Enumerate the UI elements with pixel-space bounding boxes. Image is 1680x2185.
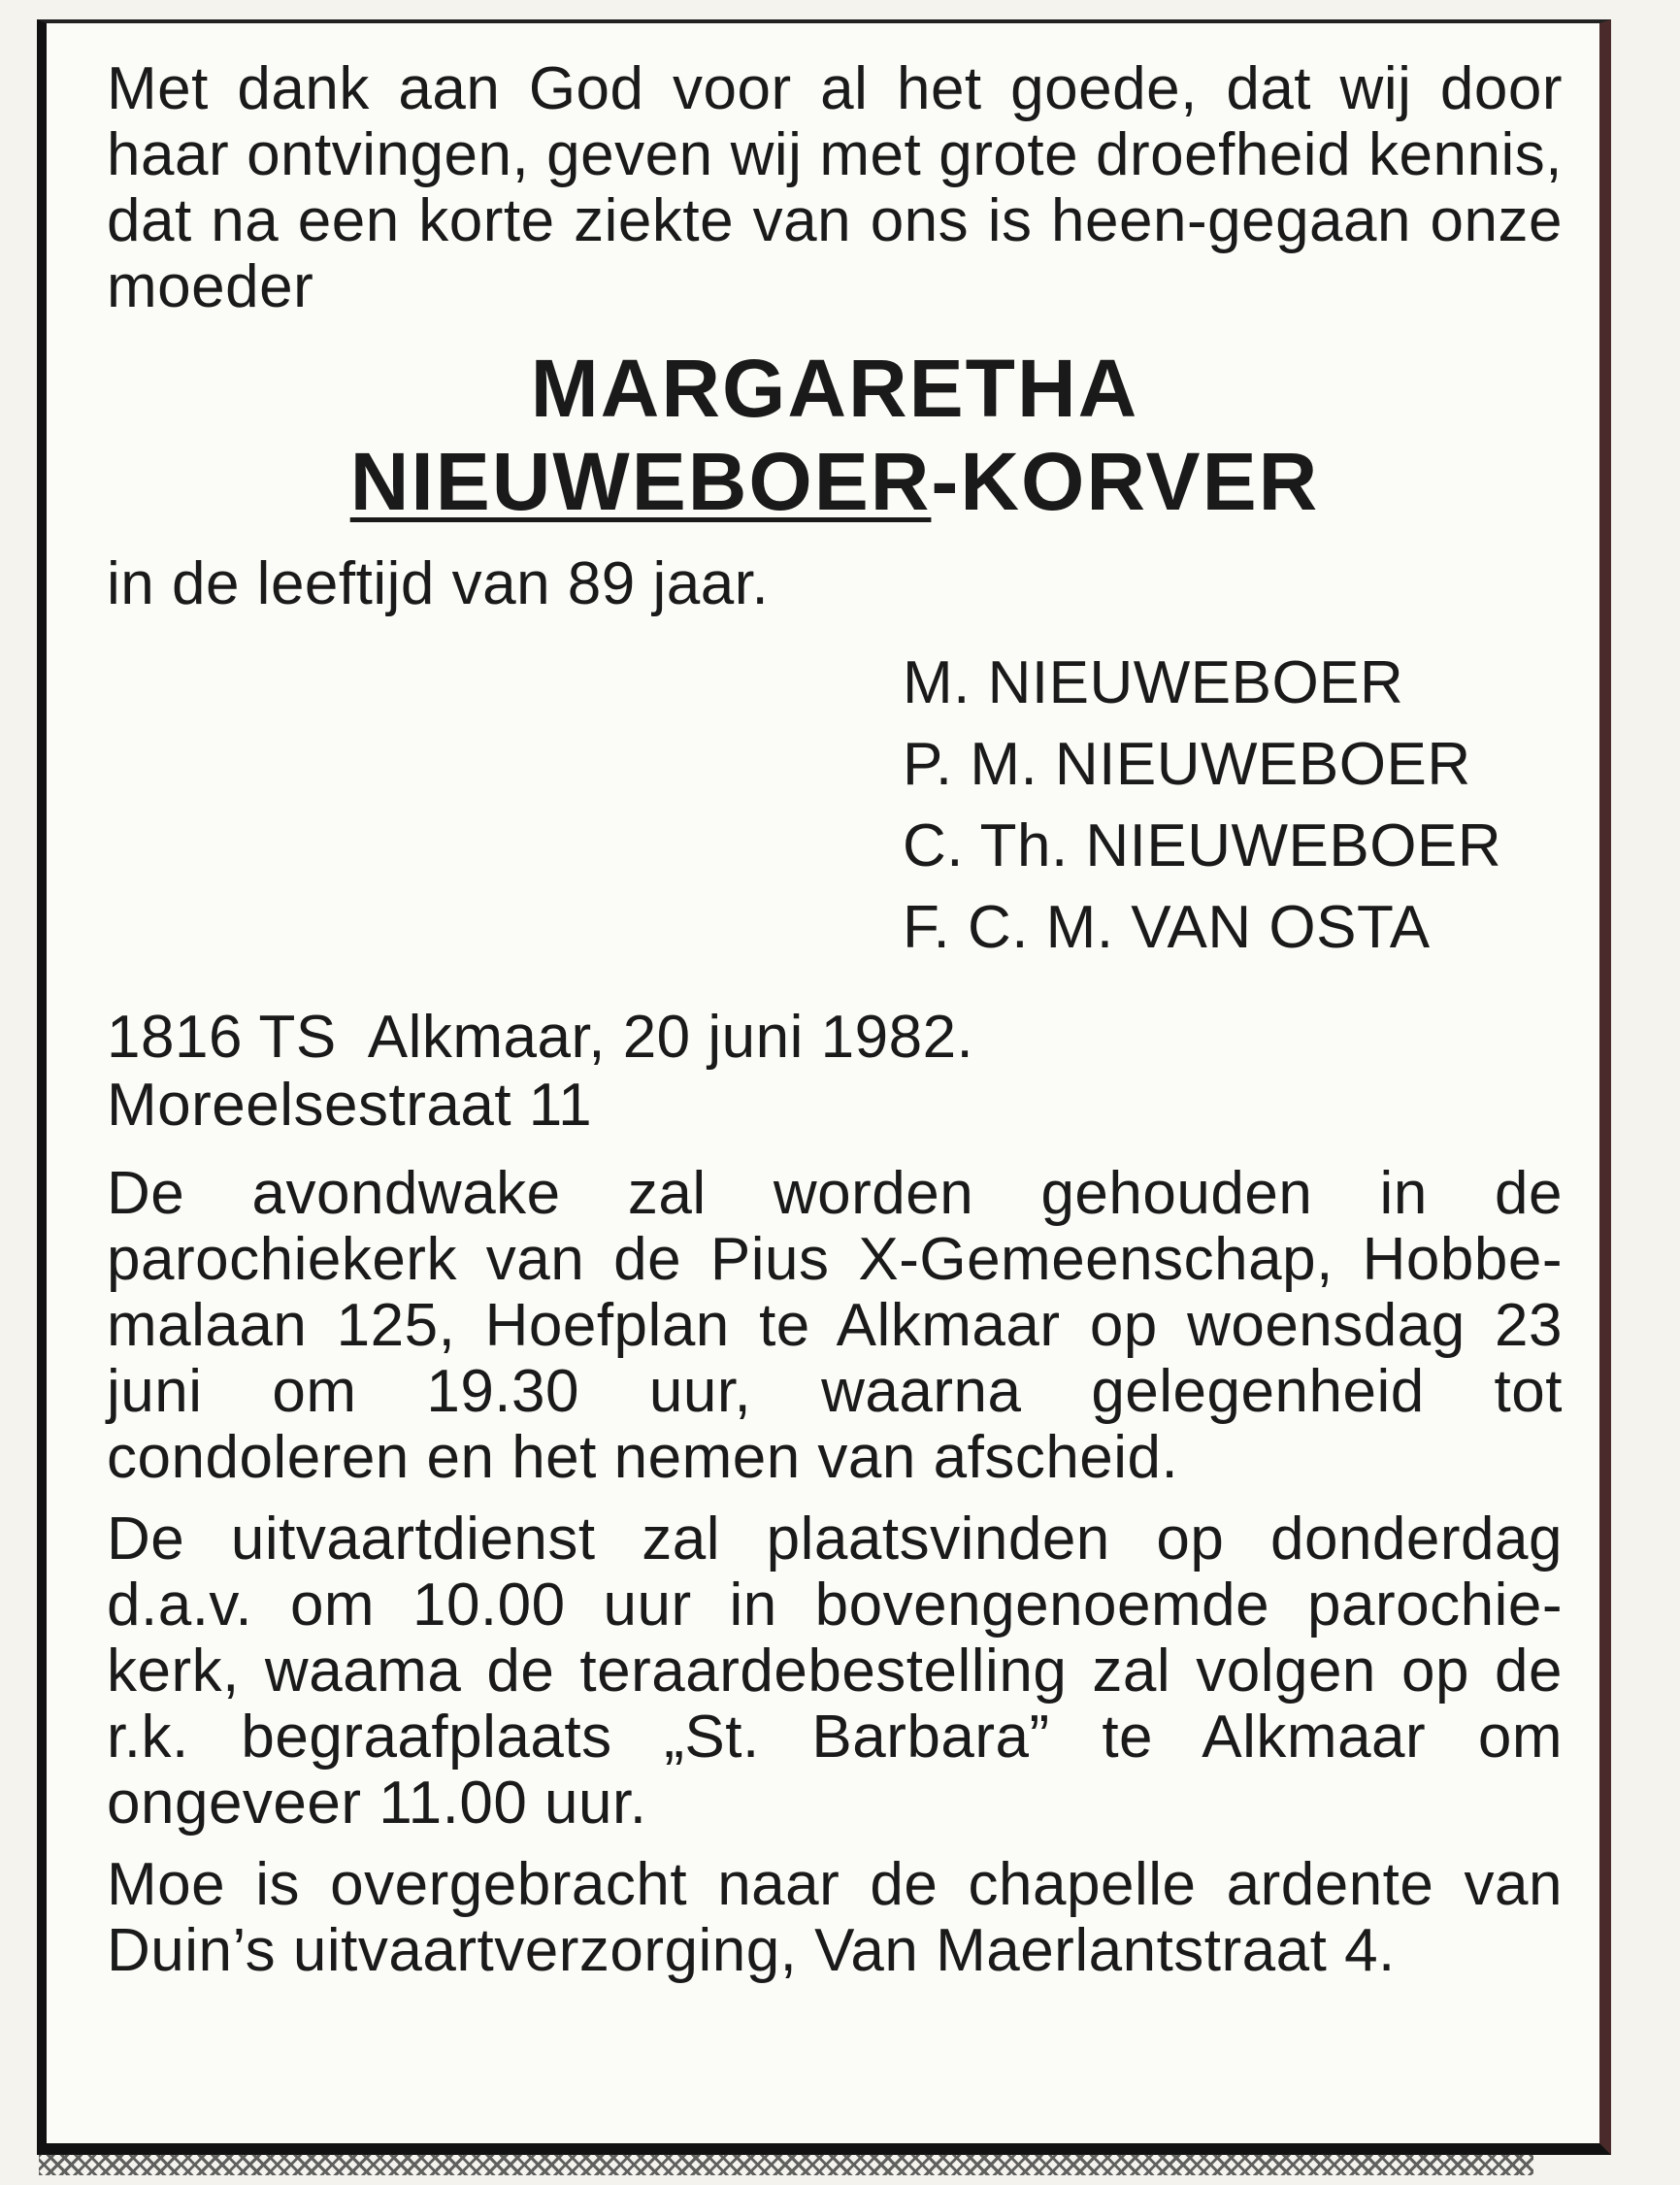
address-line-street: Moreelsestraat 11	[107, 1072, 593, 1139]
intro-text: Met dank aan God voor al het goede, dat wij door haar ontvingen, geven wij met grote droefheid kennis, dat na een korte ziekte van ons is heen-gegaan onze moeder	[107, 55, 1563, 320]
signatories	[903, 643, 1563, 969]
signatory: C. Th. NIEUWEBOER	[903, 812, 1502, 879]
name-last-rest: -KORVER	[931, 436, 1320, 527]
uitvaart-text: De uitvaartdienst zal plaatsvinden op donderdag d.a.v. om 10.00 uur in bovengenoemde parochie-kerk, waama de teraardebestelling zal volgen op de r.k. begraafplaats „St. Barbara” te Alkmaar om ongeveer 11.00 uur.	[107, 1506, 1563, 1837]
age-text: in de leeftijd van 89 jaar.	[107, 550, 770, 617]
address	[107, 1004, 1563, 1140]
decorative-border	[39, 2154, 1533, 2175]
name-last-underlined: NIEUWEBOER	[349, 436, 932, 527]
signatory: F. C. M. VAN OSTA	[903, 894, 1431, 961]
chapelle-text: Moe is overgebracht naar de chapelle ardente van Duin’s uitvaartverzorging, Van Maerlantstraat 4.	[107, 1851, 1563, 1984]
signatory: M. NIEUWEBOER	[903, 649, 1404, 716]
name-last	[107, 435, 1563, 528]
name-first: MARGARETHA	[530, 343, 1139, 434]
signatory: P. M. NIEUWEBOER	[903, 731, 1471, 798]
address-line-city-date: 1816 TS Alkmaar, 20 juni 1982.	[107, 1004, 974, 1071]
deceased-name	[107, 342, 1563, 528]
death-notice	[107, 56, 1563, 2000]
avondwake-text: De avondwake zal worden gehouden in de parochiekerk van de Pius X-Gemeenschap, Hobbe-malaan 125, Hoefplan te Alkmaar op woensdag 23 juni om 19.30 uur, waarna gelegenheid tot condoleren en het nemen van afscheid.	[107, 1160, 1563, 1491]
